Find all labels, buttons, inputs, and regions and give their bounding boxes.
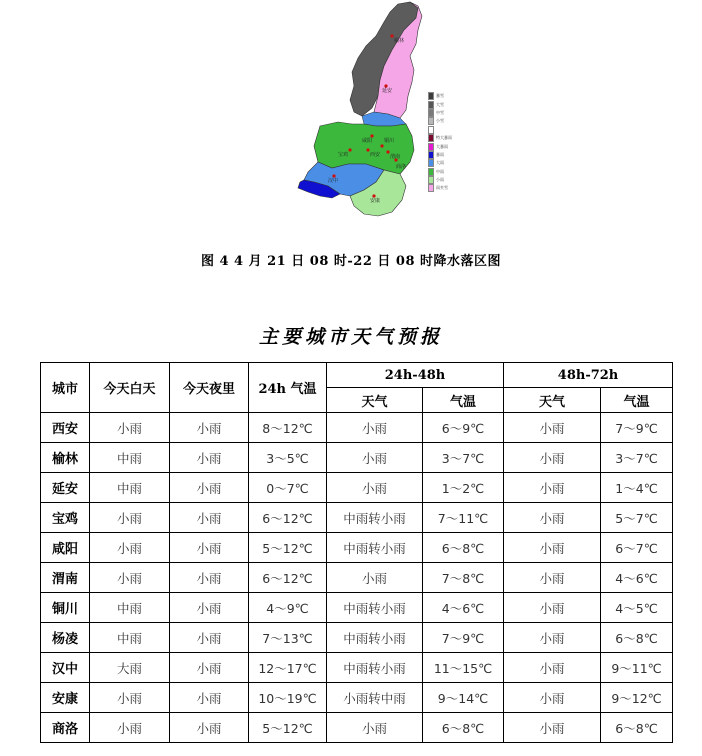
cell-city: 延安 <box>41 473 90 503</box>
cell-w72: 小雨 <box>504 713 601 743</box>
cell-day: 中雨 <box>90 593 170 623</box>
cell-w72: 小雨 <box>504 563 601 593</box>
cell-w72: 小雨 <box>504 593 601 623</box>
table-row <box>41 503 673 533</box>
cell-day: 小雨 <box>90 713 170 743</box>
header-city: 城市 <box>41 363 90 413</box>
legend-label: 特大暴雨 <box>436 135 452 141</box>
cell-t72: 4～6℃ <box>601 563 673 593</box>
cell-w48: 小雨 <box>327 713 423 743</box>
header-48h-72h: 48h-72h <box>504 363 673 388</box>
cell-w72: 小雨 <box>504 473 601 503</box>
cell-t48: 6～8℃ <box>423 713 504 743</box>
cell-t48: 6～8℃ <box>423 533 504 563</box>
legend-item <box>428 184 462 192</box>
cell-day: 小雨 <box>90 503 170 533</box>
table-row <box>41 563 673 593</box>
map-label-weinan: 渭南 <box>390 154 401 160</box>
cell-city: 榆林 <box>41 443 90 473</box>
cell-t24: 12～17℃ <box>249 653 327 683</box>
map-label-shangluo: 商洛 <box>396 164 407 170</box>
legend-swatch <box>428 134 434 142</box>
cell-t24: 10～19℃ <box>249 683 327 713</box>
cell-night: 小雨 <box>170 533 249 563</box>
map-label-xian: 西安 <box>370 152 381 158</box>
legend-label: 大暴雨 <box>436 143 448 149</box>
cell-w72: 小雨 <box>504 533 601 563</box>
cell-night: 小雨 <box>170 413 249 443</box>
header-24h-temp: 24h 气温 <box>249 363 327 413</box>
cell-day: 中雨 <box>90 623 170 653</box>
table-row <box>41 443 673 473</box>
cell-w72: 小雨 <box>504 443 601 473</box>
legend-item <box>428 117 462 125</box>
cell-day: 小雨 <box>90 413 170 443</box>
legend-swatch <box>428 176 434 184</box>
legend-swatch <box>428 101 434 109</box>
legend-label: 大雨 <box>436 160 444 166</box>
cell-w72: 小雨 <box>504 623 601 653</box>
cell-t72: 7～9℃ <box>601 413 673 443</box>
legend-label: 大雪 <box>436 101 444 107</box>
cell-t24: 7～13℃ <box>249 623 327 653</box>
legend-item <box>428 126 462 134</box>
legend-swatch <box>428 159 434 167</box>
cell-w48: 中雨转小雨 <box>327 623 423 653</box>
cell-city: 宝鸡 <box>41 503 90 533</box>
legend-swatch <box>428 151 434 159</box>
cell-t48: 3～7℃ <box>423 443 504 473</box>
cell-t24: 6～12℃ <box>249 503 327 533</box>
table-row <box>41 623 673 653</box>
forecast-table <box>40 362 673 743</box>
header-24h-48h: 24h-48h <box>327 363 504 388</box>
cell-t72: 3～7℃ <box>601 443 673 473</box>
legend-item <box>428 109 462 117</box>
table-row <box>41 533 673 563</box>
legend-label: 小雪 <box>436 118 444 124</box>
cell-day: 小雨 <box>90 683 170 713</box>
cell-t48: 1～2℃ <box>423 473 504 503</box>
legend-label: 暴雨 <box>436 151 444 157</box>
cell-night: 小雨 <box>170 443 249 473</box>
cell-night: 小雨 <box>170 563 249 593</box>
cell-day: 大雨 <box>90 653 170 683</box>
cell-t48: 11～15℃ <box>423 653 504 683</box>
cell-night: 小雨 <box>170 623 249 653</box>
header-today-night: 今天夜里 <box>170 363 249 413</box>
header-today-day: 今天白天 <box>90 363 170 413</box>
legend-item <box>428 151 462 159</box>
cell-day: 小雨 <box>90 563 170 593</box>
legend-label: 小雨 <box>436 177 444 183</box>
cell-t48: 7～8℃ <box>423 563 504 593</box>
legend-item <box>428 100 462 108</box>
legend-swatch <box>428 92 434 100</box>
cell-w48: 中雨转小雨 <box>327 503 423 533</box>
cell-day: 小雨 <box>90 533 170 563</box>
cell-t24: 8～12℃ <box>249 413 327 443</box>
cell-night: 小雨 <box>170 713 249 743</box>
cell-w72: 小雨 <box>504 503 601 533</box>
cell-city: 渭南 <box>41 563 90 593</box>
table-row <box>41 413 673 443</box>
legend-label: 暴雪 <box>436 93 444 99</box>
header-72-weather: 天气 <box>504 388 601 413</box>
cell-t48: 7～9℃ <box>423 623 504 653</box>
legend-item <box>428 159 462 167</box>
cell-t72: 4～5℃ <box>601 593 673 623</box>
header-48-weather: 天气 <box>327 388 423 413</box>
legend-item <box>428 168 462 176</box>
forecast-table-body <box>41 413 673 743</box>
cell-city: 商洛 <box>41 713 90 743</box>
cell-w72: 小雨 <box>504 413 601 443</box>
cell-w48: 小雨 <box>327 413 423 443</box>
legend-swatch <box>428 109 434 117</box>
legend-swatch <box>428 168 434 176</box>
cell-w48: 中雨转小雨 <box>327 533 423 563</box>
legend-swatch <box>428 184 434 192</box>
legend-swatch <box>428 143 434 151</box>
cell-night: 小雨 <box>170 503 249 533</box>
cell-t24: 0～7℃ <box>249 473 327 503</box>
cell-night: 小雨 <box>170 683 249 713</box>
map-legend <box>428 92 462 193</box>
header-72-temp: 气温 <box>601 388 673 413</box>
cell-w48: 小雨 <box>327 473 423 503</box>
cell-day: 中雨 <box>90 473 170 503</box>
cell-t48: 6～9℃ <box>423 413 504 443</box>
legend-item <box>428 176 462 184</box>
cell-w48: 小雨转中雨 <box>327 683 423 713</box>
cell-w48: 小雨 <box>327 443 423 473</box>
cell-w48: 中雨转小雨 <box>327 653 423 683</box>
map-label-yanan: 延安 <box>382 88 393 94</box>
cell-t72: 6～8℃ <box>601 623 673 653</box>
cell-city: 汉中 <box>41 653 90 683</box>
header-48-temp: 气温 <box>423 388 504 413</box>
map-label-ankang: 安康 <box>370 198 381 204</box>
cell-t48: 9～14℃ <box>423 683 504 713</box>
table-title: 主要城市天气预报 <box>258 326 443 348</box>
cell-t48: 4～6℃ <box>423 593 504 623</box>
table-row <box>41 473 673 503</box>
cell-t24: 3～5℃ <box>249 443 327 473</box>
legend-item <box>428 92 462 100</box>
map-caption: 图 4 4 月 21 日 08 时-22 日 08 时降水落区图 <box>200 254 502 269</box>
cell-t24: 6～12℃ <box>249 563 327 593</box>
cell-t72: 9～12℃ <box>601 683 673 713</box>
legend-item <box>428 142 462 150</box>
cell-t72: 6～8℃ <box>601 713 673 743</box>
map-label-hanzhong: 汉中 <box>328 178 339 184</box>
cell-t72: 6～7℃ <box>601 533 673 563</box>
cell-t72: 1～4℃ <box>601 473 673 503</box>
cell-night: 小雨 <box>170 593 249 623</box>
legend-item <box>428 134 462 142</box>
map-label-tongchuan: 铜川 <box>384 138 395 144</box>
cell-t48: 7～11℃ <box>423 503 504 533</box>
cell-city: 安康 <box>41 683 90 713</box>
cell-t72: 9～11℃ <box>601 653 673 683</box>
table-row <box>41 593 673 623</box>
cell-w48: 小雨 <box>327 563 423 593</box>
legend-label: 中雪 <box>436 109 444 115</box>
cell-city: 铜川 <box>41 593 90 623</box>
cell-night: 小雨 <box>170 473 249 503</box>
legend-label: 中雨 <box>436 168 444 174</box>
table-row <box>41 713 673 743</box>
map-label-baoji: 宝鸡 <box>338 152 349 158</box>
cell-t24: 5～12℃ <box>249 713 327 743</box>
table-row <box>41 683 673 713</box>
cell-city: 咸阳 <box>41 533 90 563</box>
legend-swatch <box>428 117 434 125</box>
cell-w48: 中雨转小雨 <box>327 593 423 623</box>
cell-w72: 小雨 <box>504 683 601 713</box>
cell-t72: 5～7℃ <box>601 503 673 533</box>
legend-label: 雨夹雪 <box>436 185 448 191</box>
table-row <box>41 653 673 683</box>
map-label-yulin: 榆林 <box>394 38 405 44</box>
cell-t24: 4～9℃ <box>249 593 327 623</box>
cell-w72: 小雨 <box>504 653 601 683</box>
map-label-xianyang: 咸阳 <box>362 138 373 144</box>
cell-city: 西安 <box>41 413 90 443</box>
cell-night: 小雨 <box>170 653 249 683</box>
cell-t24: 5～12℃ <box>249 533 327 563</box>
cell-city: 杨凌 <box>41 623 90 653</box>
cell-day: 中雨 <box>90 443 170 473</box>
legend-swatch <box>428 126 434 134</box>
